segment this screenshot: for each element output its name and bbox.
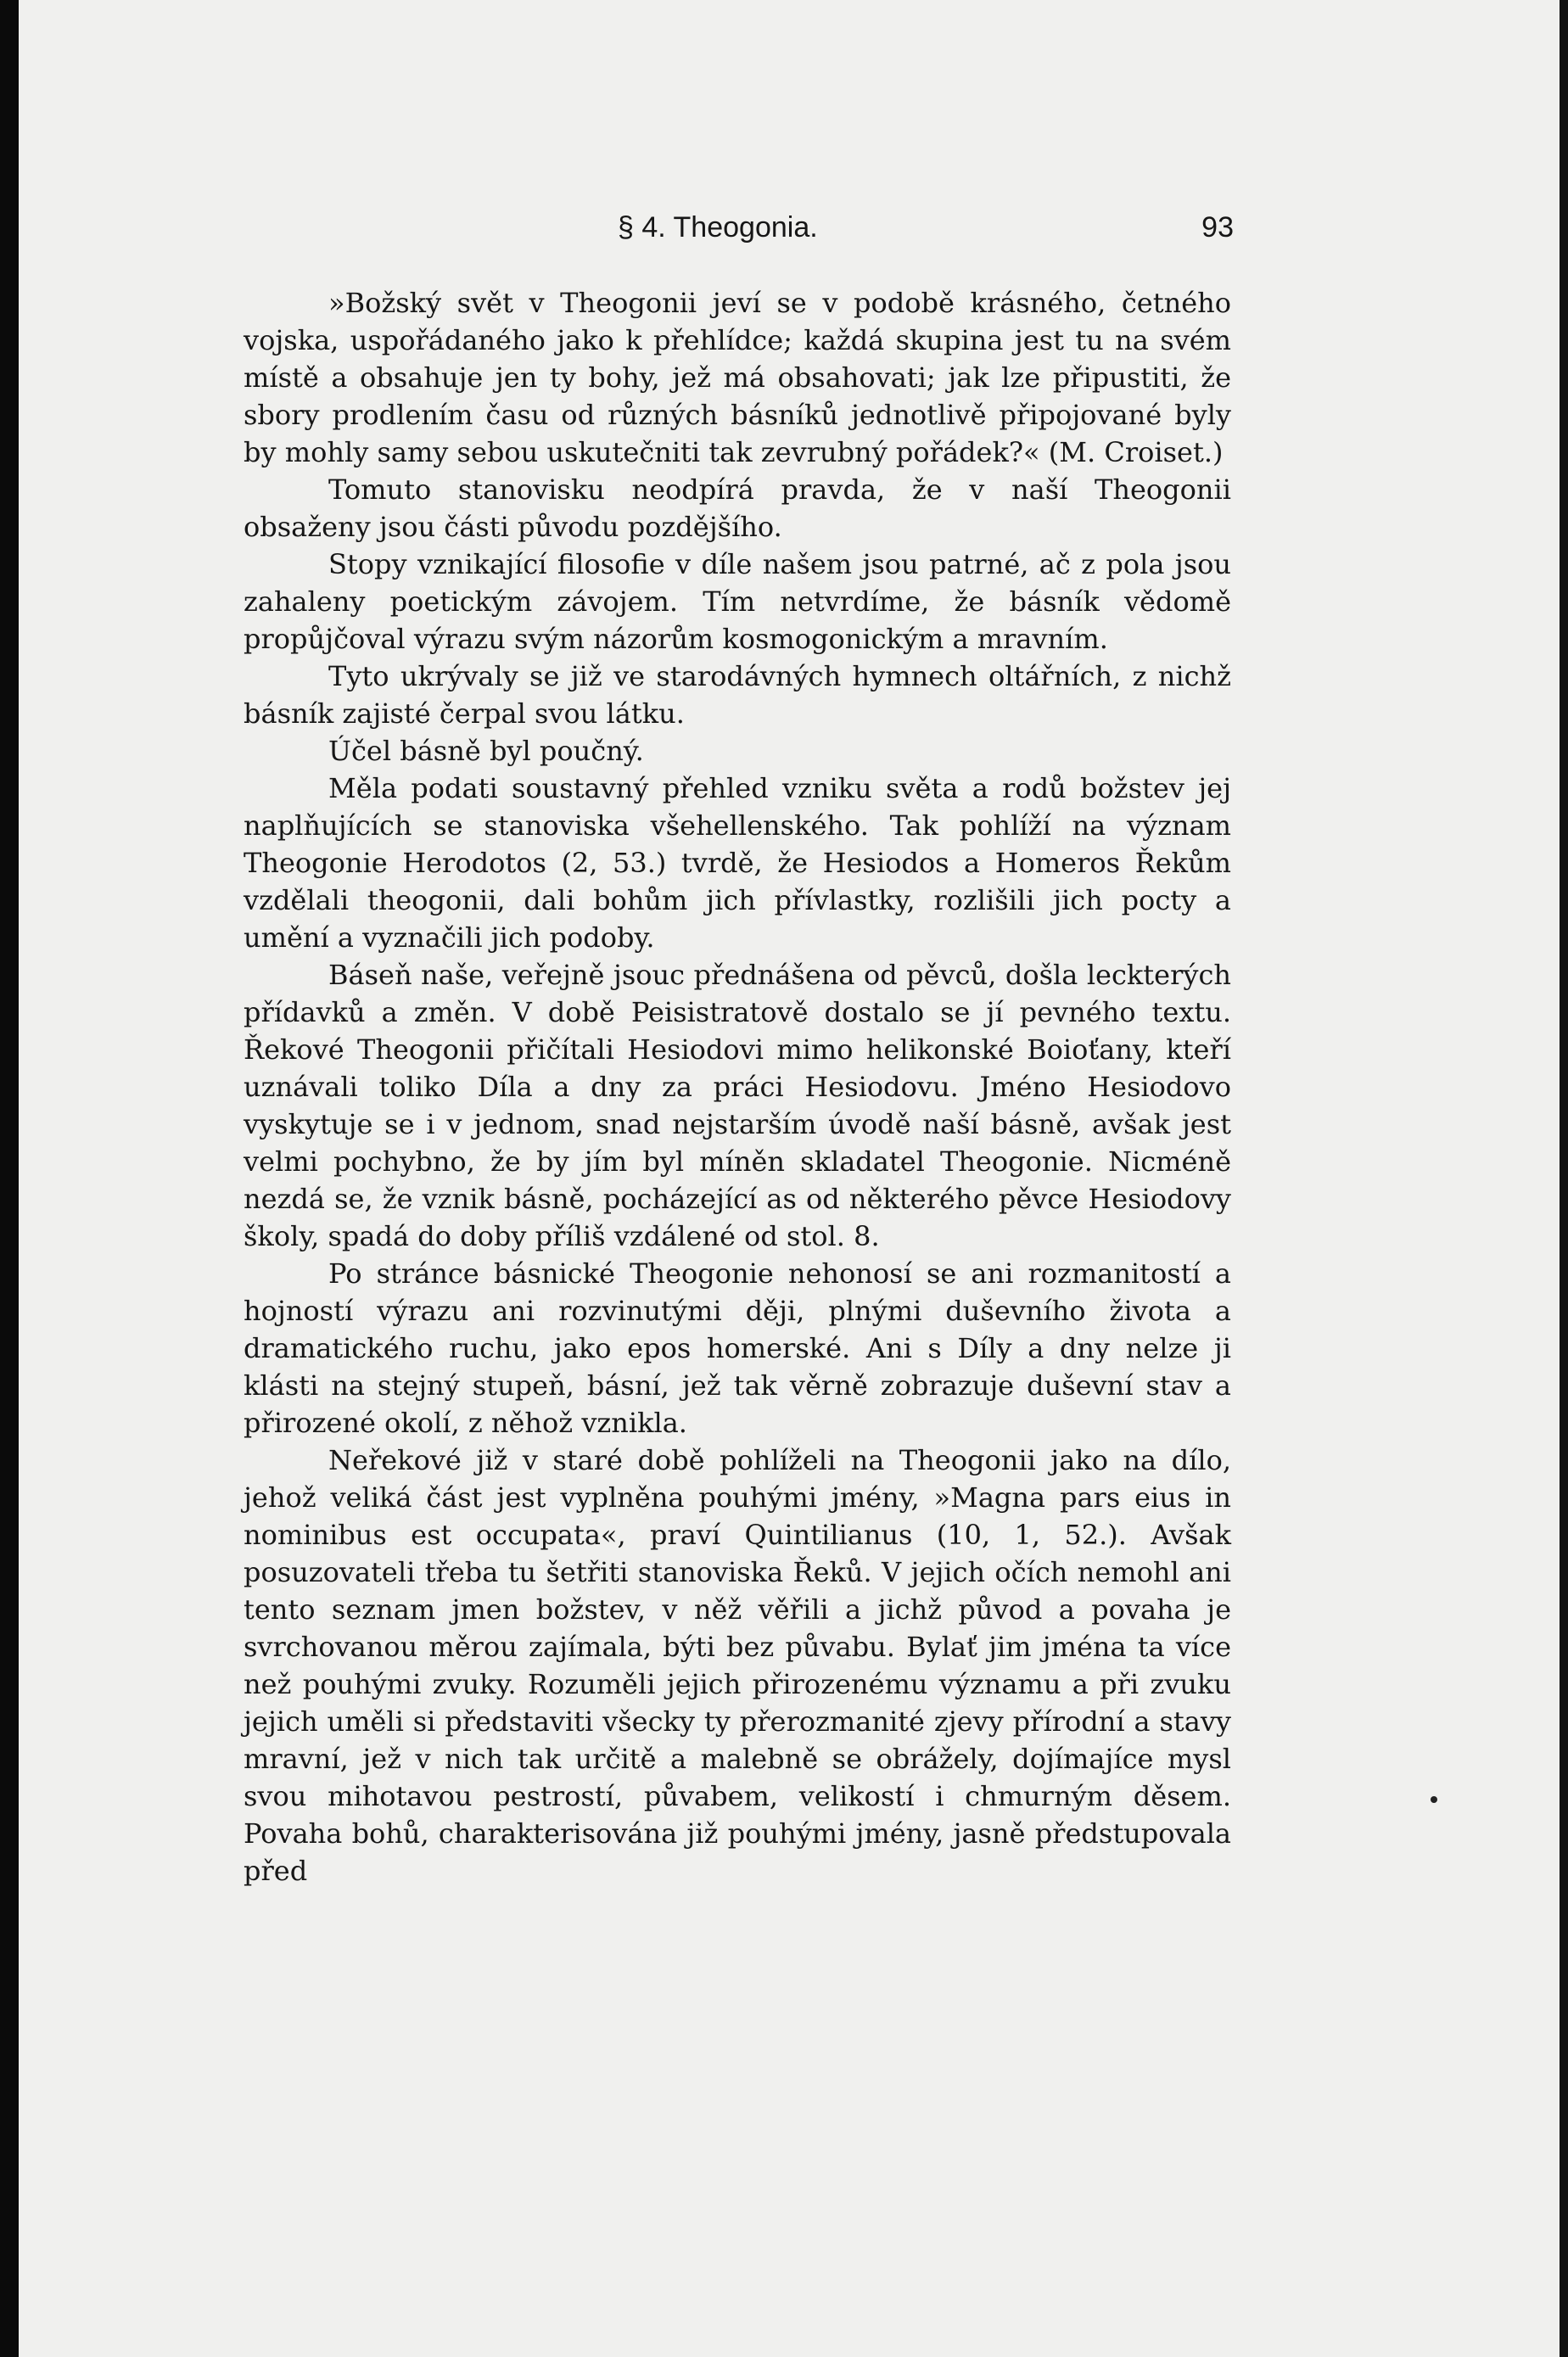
ink-speck — [1431, 1796, 1437, 1803]
paragraph: Neřekové již v staré době pohlíželi na Theogonii jako na dílo, jehož veliká část jest vyplněna pouhými jmény, »Magna pars eius in nominibus est occupata«, praví Quintilianus (10, 1, 52.). Avšak posuzovateli třeba tu šetřiti stanoviska Řeků. V jejich očích nemohl ani tento seznam jmen božstev, v něž věřili a jichž původ a povaha je svrchovanou měrou zajímala, býti bez půvabu. Bylať jim jména ta více než pouhými zvuky. Rozuměli jejich přirozenému významu a při zvuku jejich uměli si představiti všecky ty přerozmanité zjevy přírodní a stavy mravní, jež v nich tak určitě a malebně se obrážely, dojímajíce mysl svou mihotavou pestrostí, půvabem, velikostí i chmurným děsem. Povaha bohů, charakterisována již pouhými jmény, jasně předstupovala před — [244, 1444, 1231, 1887]
body-text — [244, 284, 1231, 1890]
paragraph: Tomuto stanovisku neodpírá pravda, že v naší Theogonii obsaženy jsou části původu pozdějšího. — [244, 473, 1231, 543]
paragraph: »Božský svět v Theogonii jeví se v podobě krásného, četného vojska, uspořádaného jako k přehlídce; každá skupina jest tu na svém místě a obsahuje jen ty bohy, jež má obsahovati; jak lze připustiti, že sbory prodlením času od různých básníků jednotlivě připojované byly by mohly samy sebou uskutečniti tak zevrubný pořádek?« (M. Croiset.) — [244, 287, 1231, 468]
paragraph: Po stránce básnické Theogonie nehonosí se ani rozmanitostí a hojností výrazu ani rozvinutými ději, plnými duševního života a dramatického ruchu, jako epos homerské. Ani s Díly a dny nelze ji klásti na stejný stupeň, básní, jež tak věrně zobrazuje duševní stav a přirozené okolí, z něhož vznikla. — [244, 1257, 1231, 1439]
running-header — [618, 207, 1234, 248]
paragraph: Tyto ukrývaly se již ve starodávných hymnech oltářních, z nichž básník zajisté čerpal svou látku. — [244, 660, 1231, 730]
paragraph: Báseň naše, veřejně jsouc přednášena od pěvců, došla leckterých přídavků a změn. V době Peisistratově dostalo se jí pevného textu. Řekové Theogonii přičítali Hesiodovi mimo helikonské Boioťany, kteří uznávali toliko Díla a dny za práci Hesiodovu. Jméno Hesiodovo vyskytuje se i v jednom, snad nejstarším úvodě naší básně, avšak jest velmi pochybno, že by jím byl míněn skladatel Theogonie. Nicméně nezdá se, že vznik básně, pocházející as od některého pěvce Hesiodovy školy, spadá do doby příliš vzdálené od stol. 8. — [244, 959, 1231, 1252]
scan-right-edge — [1560, 0, 1568, 2357]
paragraph: Stopy vznikající filosofie v díle našem jsou patrné, ač z pola jsou zahaleny poetickým závojem. Tím netvrdíme, že básník vědomě propůjčoval výrazu svým názorům kosmogonickým a mravním. — [244, 548, 1231, 655]
paragraph: Měla podati soustavný přehled vzniku světa a rodů božstev jej naplňujících se stanoviska všehellenského. Tak pohlíží na význam Theogonie Herodotos (2, 53.) tvrdě, že Hesiodos a Homeros Řekům vzdělali theogonii, dali bohům jich přívlastky, rozlišili jich pocty a umění a vyznačili jich podoby. — [244, 772, 1231, 954]
scan-left-edge — [0, 0, 19, 2357]
page-number: 93 — [1201, 211, 1234, 244]
paragraph: Účel básně byl poučný. — [328, 735, 644, 767]
chapter-title: § 4. Theogonia. — [618, 211, 818, 244]
